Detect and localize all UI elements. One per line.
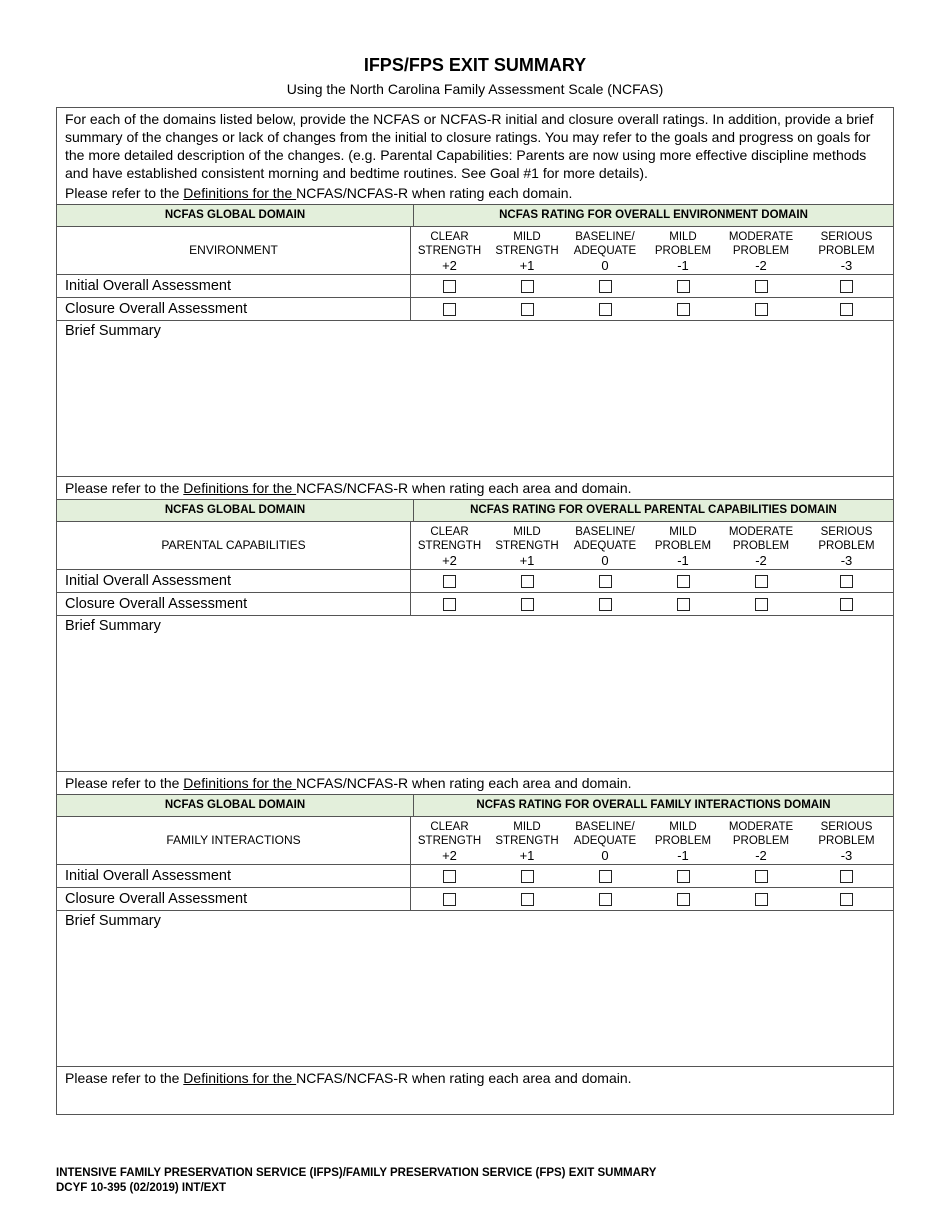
- scale-mild-problem: MILD PROBLEM -1: [654, 231, 712, 273]
- scale-baseline: BASELINE/ ADEQUATE 0: [573, 526, 637, 568]
- checkbox[interactable]: [521, 598, 534, 611]
- checkbox[interactable]: [443, 303, 456, 316]
- page-subtitle: Using the North Carolina Family Assessment Scale (NCFAS): [286, 81, 664, 97]
- checkbox[interactable]: [755, 893, 768, 906]
- checkbox[interactable]: [755, 598, 768, 611]
- checkbox[interactable]: [599, 575, 612, 588]
- checkbox[interactable]: [521, 575, 534, 588]
- footer-form-number: DCYF 10-395 (02/2019) INT/EXT: [56, 1182, 227, 1194]
- definitions-note: Please refer to the Definitions for the NCFAS/NCFAS-R when rating each area and domain.: [65, 1070, 632, 1086]
- checkbox[interactable]: [840, 280, 853, 293]
- initial-assessment-label: Initial Overall Assessment: [57, 865, 411, 887]
- global-domain-header: NCFAS GLOBAL DOMAIN: [57, 205, 414, 226]
- brief-summary-field[interactable]: [57, 616, 893, 772]
- checkbox[interactable]: [840, 893, 853, 906]
- checkbox[interactable]: [840, 303, 853, 316]
- checkbox[interactable]: [521, 280, 534, 293]
- brief-summary-field[interactable]: [57, 321, 893, 477]
- checkbox[interactable]: [677, 893, 690, 906]
- rating-header: NCFAS RATING FOR OVERALL ENVIRONMENT DOMAIN: [499, 209, 808, 221]
- checkbox[interactable]: [677, 303, 690, 316]
- checkbox[interactable]: [840, 598, 853, 611]
- scale-moderate-problem: MODERATE PROBLEM -2: [728, 821, 794, 863]
- form-footer: [56, 1166, 656, 1196]
- scale-clear-strength: CLEAR STRENGTH +2: [417, 526, 482, 568]
- domain-block-family-interactions: [57, 794, 893, 1089]
- domain-block-parental-capabilities: [57, 499, 893, 794]
- definitions-link[interactable]: Definitions for the: [183, 185, 297, 201]
- scale-mild-strength: MILD STRENGTH +1: [495, 231, 559, 273]
- global-domain-header: NCFAS GLOBAL DOMAIN: [57, 500, 414, 521]
- checkbox[interactable]: [755, 280, 768, 293]
- scale-clear-strength: CLEAR STRENGTH +2: [417, 231, 482, 273]
- scale-mild-strength: MILD STRENGTH +1: [495, 821, 559, 863]
- definitions-link[interactable]: Definitions for the: [183, 775, 297, 791]
- definitions-link[interactable]: Definitions for the: [183, 1070, 297, 1086]
- checkbox[interactable]: [599, 598, 612, 611]
- brief-summary-field[interactable]: [57, 911, 893, 1067]
- checkbox[interactable]: [840, 870, 853, 883]
- scale-moderate-problem: MODERATE PROBLEM -2: [728, 231, 794, 273]
- brief-summary-label: Brief Summary: [65, 618, 161, 634]
- checkbox[interactable]: [521, 303, 534, 316]
- domain-block-environment: [57, 204, 893, 499]
- global-domain-header: NCFAS GLOBAL DOMAIN: [57, 795, 414, 816]
- scale-serious-problem: SERIOUS PROBLEM -3: [818, 231, 875, 273]
- domain-name: FAMILY INTERACTIONS: [57, 817, 411, 864]
- checkbox[interactable]: [599, 870, 612, 883]
- scale-baseline: BASELINE/ ADEQUATE 0: [573, 231, 637, 273]
- checkbox[interactable]: [840, 575, 853, 588]
- checkbox[interactable]: [677, 575, 690, 588]
- checkbox[interactable]: [755, 575, 768, 588]
- scale-mild-problem: MILD PROBLEM -1: [654, 526, 712, 568]
- definitions-note: Please refer to the Definitions for the NCFAS/NCFAS-R when rating each area and domain.: [65, 775, 632, 791]
- domain-name: PARENTAL CAPABILITIES: [57, 522, 411, 569]
- checkbox[interactable]: [443, 598, 456, 611]
- scale-mild-problem: MILD PROBLEM -1: [654, 821, 712, 863]
- checkbox[interactable]: [521, 893, 534, 906]
- page-title: IFPS/FPS EXIT SUMMARY: [363, 55, 587, 75]
- initial-assessment-label: Initial Overall Assessment: [57, 570, 411, 592]
- initial-assessment-label: Initial Overall Assessment: [57, 275, 411, 297]
- rating-header: NCFAS RATING FOR OVERALL FAMILY INTERACTIONS DOMAIN: [476, 799, 831, 811]
- closure-assessment-label: Closure Overall Assessment: [57, 298, 411, 320]
- exit-summary-form: [56, 107, 894, 1115]
- checkbox[interactable]: [677, 870, 690, 883]
- refer-prefix: Please refer to the: [65, 185, 184, 201]
- checkbox[interactable]: [677, 598, 690, 611]
- checkbox[interactable]: [443, 893, 456, 906]
- scale-mild-strength: MILD STRENGTH +1: [495, 526, 559, 568]
- refer-suffix: NCFAS/NCFAS-R when rating each domain.: [296, 185, 573, 201]
- rating-header: NCFAS RATING FOR OVERALL PARENTAL CAPABILITIES DOMAIN: [470, 504, 837, 516]
- scale-serious-problem: SERIOUS PROBLEM -3: [818, 526, 875, 568]
- scale-serious-problem: SERIOUS PROBLEM -3: [818, 821, 875, 863]
- scale-baseline: BASELINE/ ADEQUATE 0: [573, 821, 637, 863]
- checkbox[interactable]: [599, 303, 612, 316]
- definitions-note: Please refer to the Definitions for the NCFAS/NCFAS-R when rating each area and domain.: [65, 480, 632, 496]
- definitions-link[interactable]: Definitions for the: [183, 480, 297, 496]
- checkbox[interactable]: [443, 280, 456, 293]
- definitions-note: [57, 182, 893, 204]
- checkbox[interactable]: [443, 870, 456, 883]
- brief-summary-label: Brief Summary: [65, 913, 161, 929]
- closure-assessment-label: Closure Overall Assessment: [57, 888, 411, 910]
- checkbox[interactable]: [677, 280, 690, 293]
- footer-form-title: INTENSIVE FAMILY PRESERVATION SERVICE (IFPS)/FAMILY PRESERVATION SERVICE (FPS) EXIT SUMMARY: [56, 1167, 657, 1179]
- checkbox[interactable]: [443, 575, 456, 588]
- domain-name: ENVIRONMENT: [57, 227, 411, 274]
- scale-clear-strength: CLEAR STRENGTH +2: [417, 821, 482, 863]
- checkbox[interactable]: [599, 280, 612, 293]
- checkbox[interactable]: [599, 893, 612, 906]
- checkbox[interactable]: [755, 303, 768, 316]
- checkbox[interactable]: [755, 870, 768, 883]
- instructions: For each of the domains listed below, provide the NCFAS or NCFAS-R initial and closure overall ratings. In addition, provide a brief summary of the changes or lack of changes from the initial to closure ratings. You may refer to the goals and progress on goals for the more detailed description of the changes. (e.g. Parental Capabilities: Parents are now using more effective discipline methods and have established consistent morning and bedtime routines. See Goal #1 for more details).: [65, 111, 874, 181]
- scale-moderate-problem: MODERATE PROBLEM -2: [728, 526, 794, 568]
- closure-assessment-label: Closure Overall Assessment: [57, 593, 411, 615]
- brief-summary-label: Brief Summary: [65, 323, 161, 339]
- checkbox[interactable]: [521, 870, 534, 883]
